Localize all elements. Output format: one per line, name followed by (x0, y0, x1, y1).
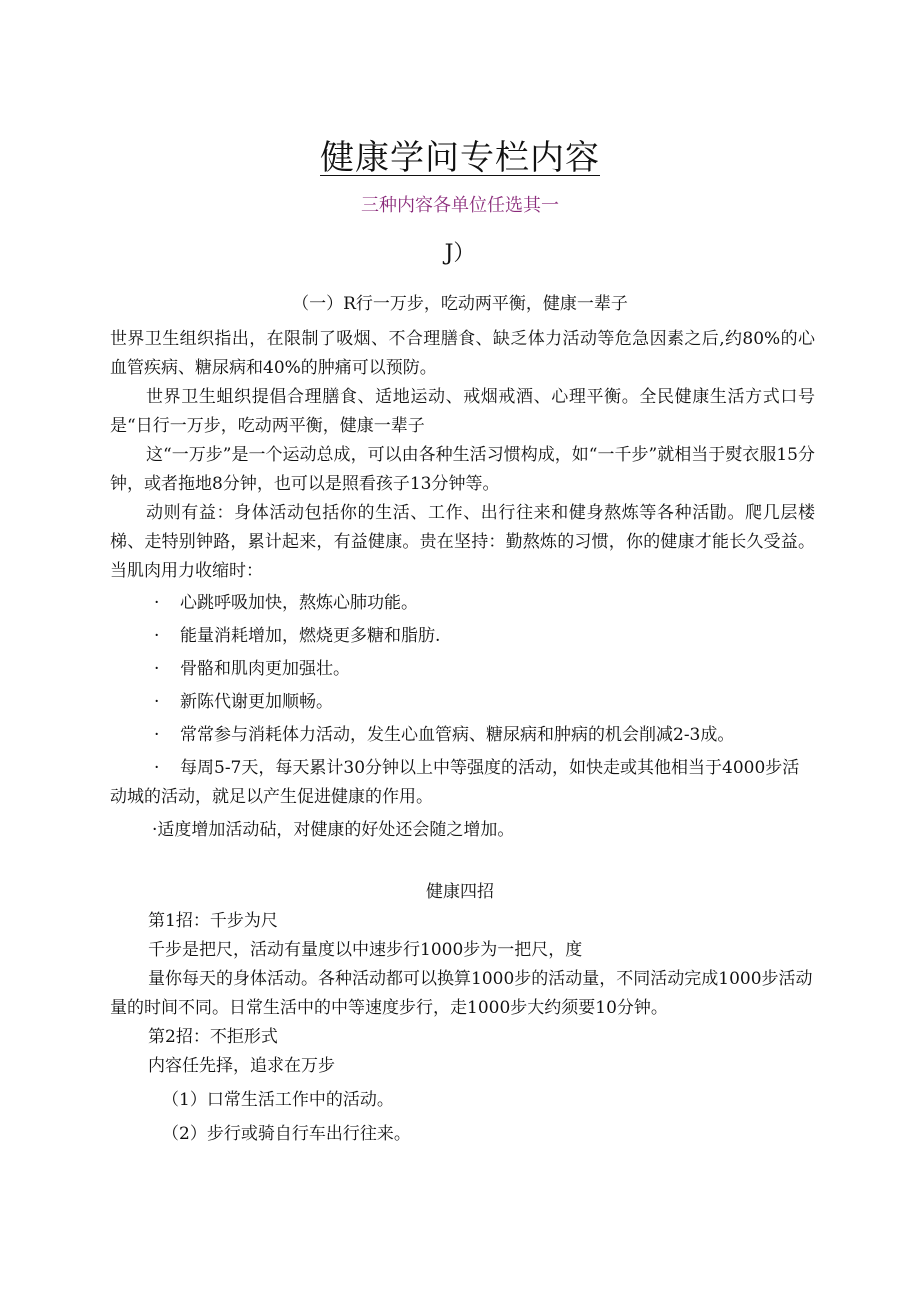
list-item-text: 常常参与消耗体力活动，发生心血管病、糖尿病和肿病的机会削减2-3成。 (180, 725, 735, 745)
bullet-dot: · (154, 692, 160, 712)
paragraph-who: 世界卫生组织指出，在限制了吸烟、不合理膳食、缺乏体力活动等危急因素之后,约80%的心血管疾病、糖尿病和40%的肿痛可以预防。 (110, 329, 815, 378)
paragraph-slogan: 世界卫生蛆织提倡合理膳食、适地运动、戒烟戒酒、心理平衡。全民健康生活方式口号是“日行一万步，吃动两平衡，健康一辈子 (110, 387, 815, 436)
section-heading-four-tips: 健康四招 (426, 882, 494, 902)
bullet-dot: · (154, 593, 160, 613)
section-body-walk (110, 325, 815, 845)
list-item: （2）步行或骑自行车出行往来。 (162, 1124, 411, 1144)
page-title (0, 130, 920, 179)
paragraph-activity-benefit: 动则有益：身体活动包括你的生活、工作、出行往来和健身熬炼等各种活勖。爬几层楼梯、走特别钟路，累计起来，有益健康。贵在坚持：勤熬炼的习惯，你的健康才能长久受益。当肌肉用力收缩时： (110, 503, 815, 581)
list-item (110, 721, 815, 750)
list-item (110, 754, 815, 812)
page-title-text: 健康学问专栏内容 (320, 138, 600, 178)
list-item: （1）口常生活工作中的活动。 (162, 1090, 394, 1110)
last-bullet-text: ·适度增加活动砧，对健康的好处还会随之增加。 (152, 820, 515, 840)
bullet-dot: · (154, 659, 160, 679)
tip-heading-1: 第1招：千步为尺 (148, 911, 278, 931)
section-marker: J） (444, 241, 476, 266)
tip-text-line: 千步是把尺，活动有量度以中速步行1000步为一把尺，度 (148, 940, 583, 960)
list-item-text: 能量消耗增加，燃烧更多糖和脂肪. (180, 626, 441, 646)
bullet-dot: · (154, 626, 160, 646)
tip-text-paragraph: 量你每天的身体活动。各种活动都可以换算1000步的活动量，不同活动完成1000步活动量的时间不同。日常生活中的中等速度步行，走1000步大约须要10分钟。 (110, 969, 813, 1018)
paragraph-ten-thousand-steps: 这“一万步”是一个运动总成，可以由各种生活习惯构成，如“一千步”就相当于熨衣服15分钟，或者拖地8分钟，也可以是照看孩子13分钟等。 (110, 445, 815, 494)
list-item (110, 688, 815, 717)
tip-heading-2: 第2招：不拒形式 (148, 1027, 278, 1047)
list-item (110, 622, 815, 651)
tip-text-line: 内容任先择，追求在万步 (148, 1056, 335, 1076)
list-item-text: 心跳呼吸加快，熬炼心肺功能。 (180, 593, 418, 613)
list-item-text: 新陈代谢更加顺畅。 (180, 692, 333, 712)
list-item-text: 每周5-7天，每天累计30分钟以上中等强度的活动，如快走或其他相当于4000步活动城的活动，就足以产生促进健康的作用。 (110, 758, 800, 807)
bullet-dot: · (154, 725, 160, 745)
benefit-list (110, 589, 815, 812)
bullet-dot: · (154, 758, 160, 778)
section-heading-walk: （一）R行一万步，吃动两平衡，健康一辈子 (292, 294, 628, 314)
section-body-four-tips (110, 907, 815, 1149)
page-subtitle: 三种内容各单位任选其一 (361, 195, 559, 216)
list-item-text: 骨骼和肌肉更加强壮。 (180, 659, 350, 679)
list-item (110, 655, 815, 684)
list-item (110, 589, 815, 618)
